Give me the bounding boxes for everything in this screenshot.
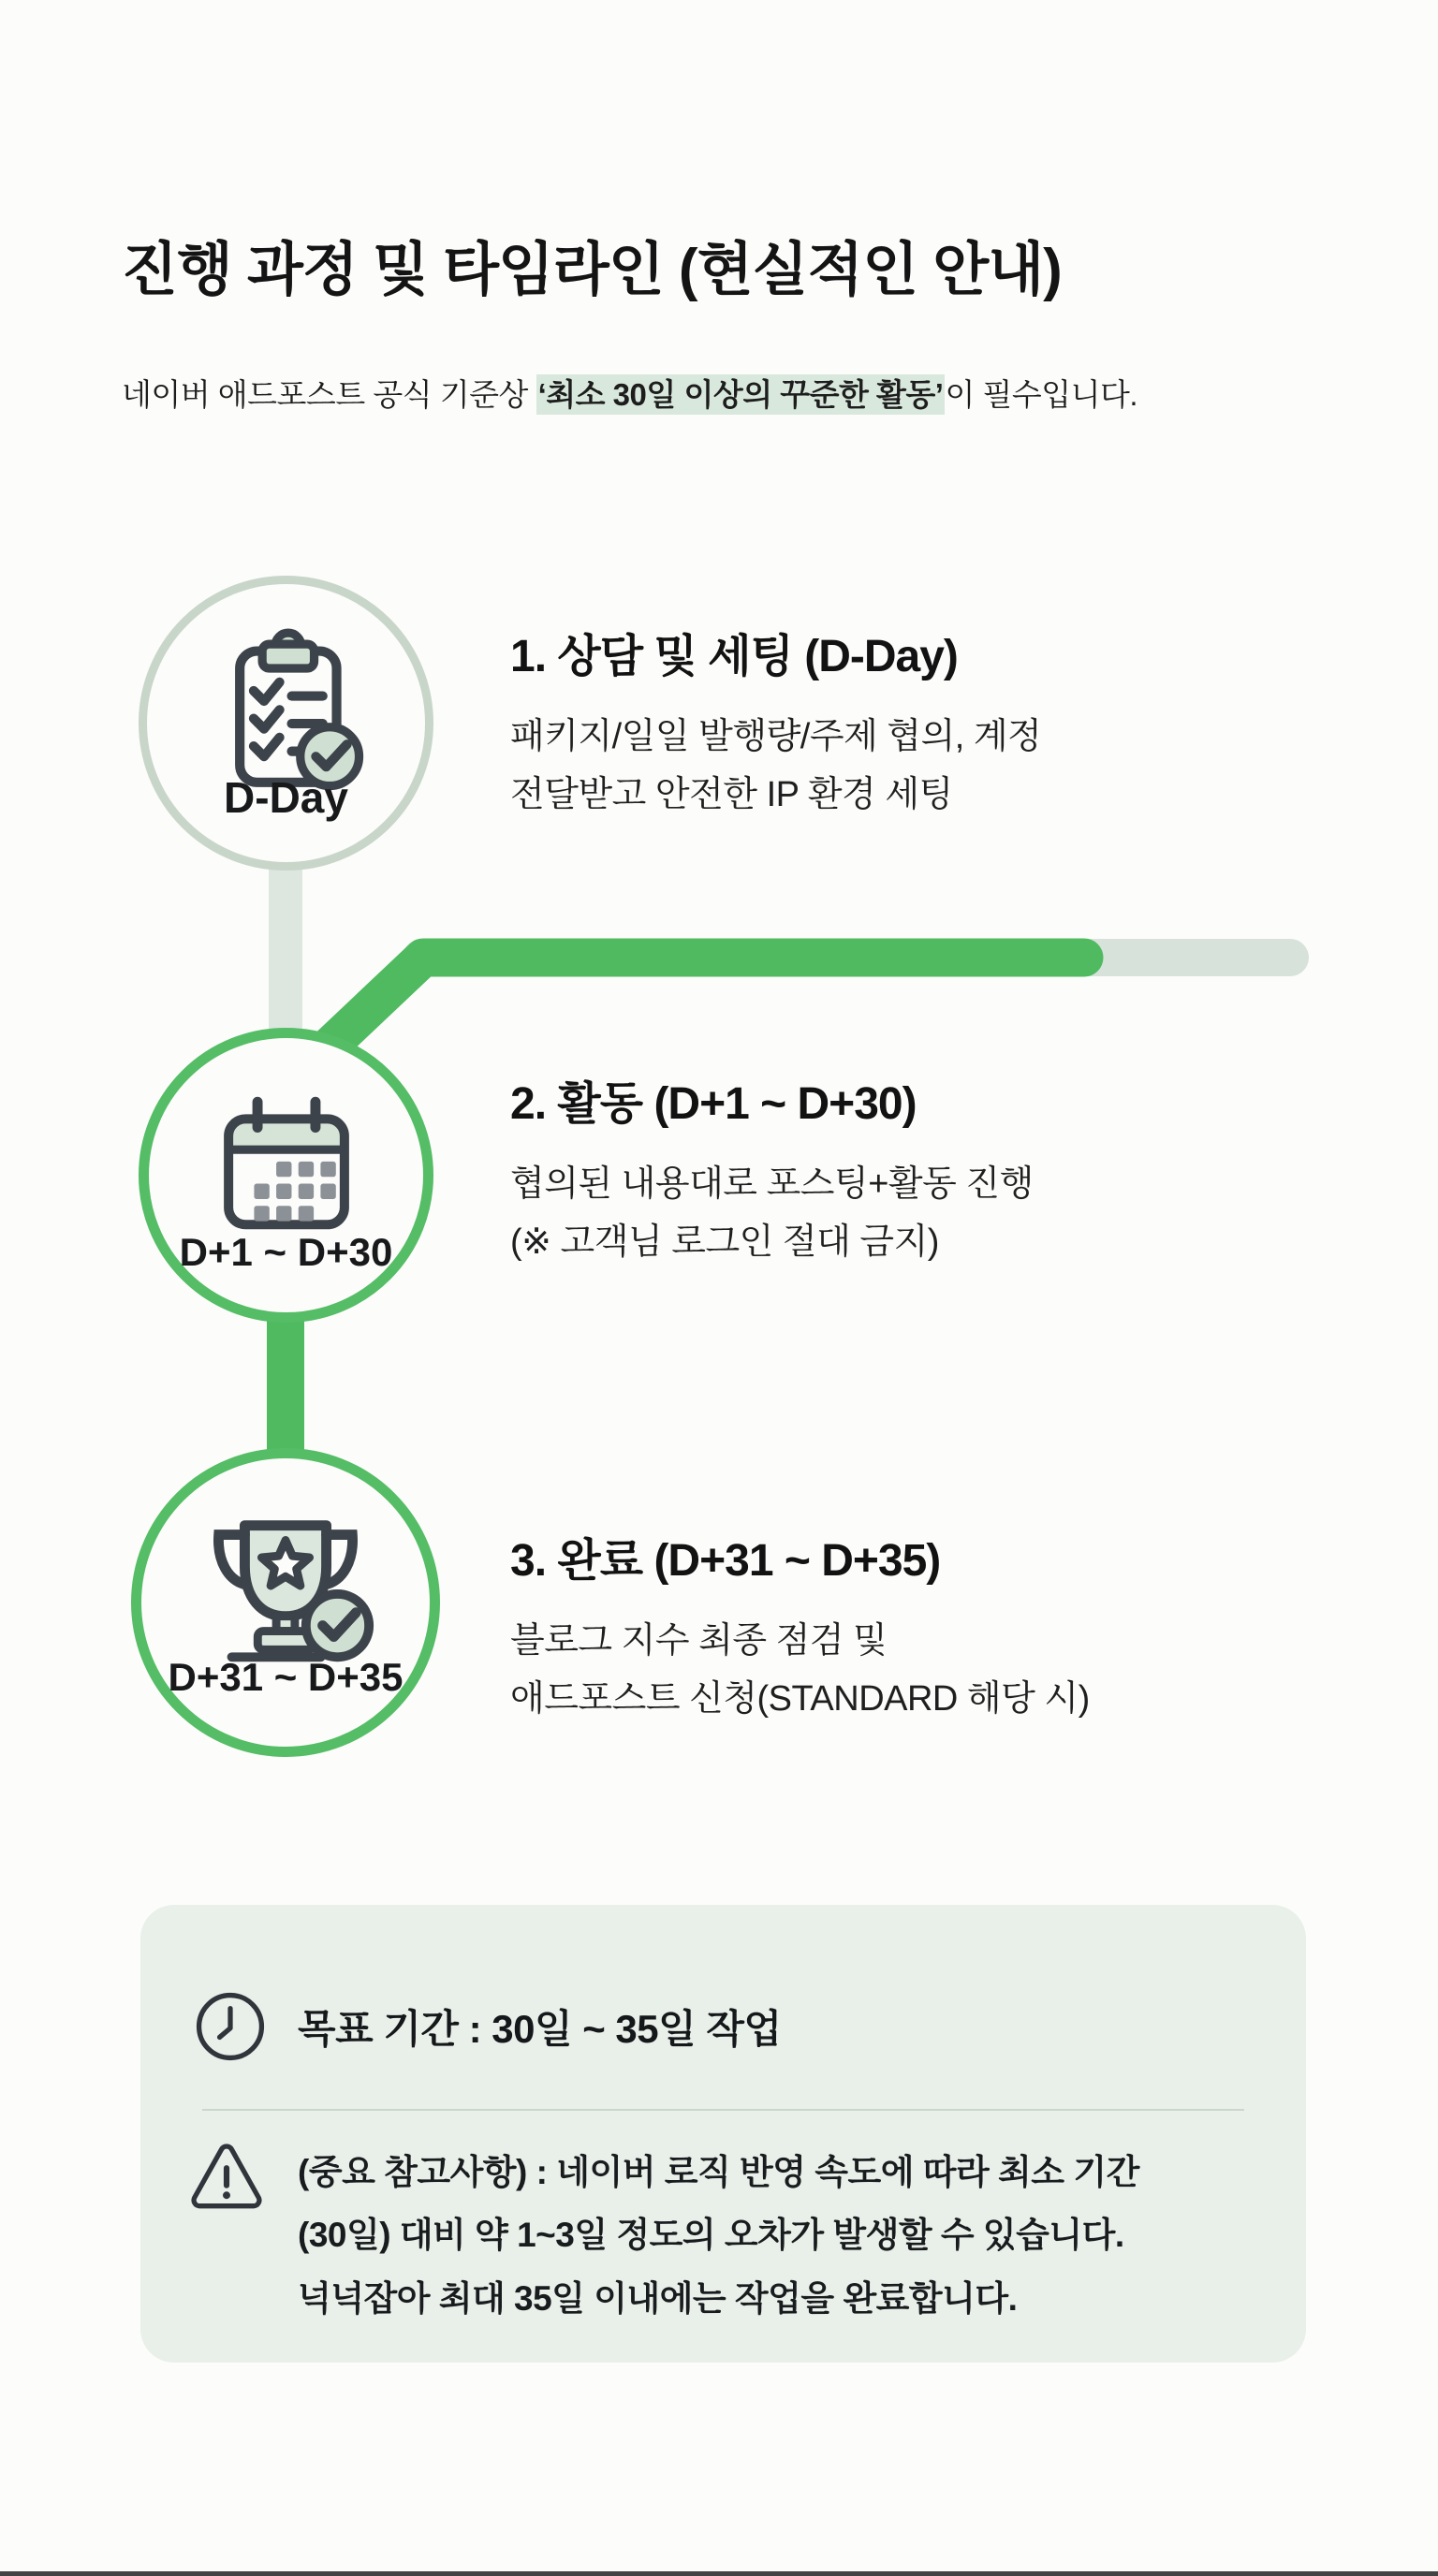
page-title: 진행 과정 및 타임라인 (현실적인 안내) <box>122 238 1062 302</box>
step1-body-line1: 패키지/일일 발행량/주제 협의, 계정 <box>510 717 1042 756</box>
goal-period-text: 목표 기간 : 30일 ~ 35일 작업 <box>298 2007 782 2051</box>
step3-body-line2: 애드포스트 신청(STANDARD 해당 시) <box>510 1678 1090 1719</box>
subtitle-highlight: ‘최소 30일 이상의 꾸준한 활동’ <box>536 374 946 415</box>
step3-text <box>510 1524 1090 1728</box>
step3-body-line1: 블로그 지수 최종 점검 및 <box>510 1621 888 1661</box>
page-bottom-edge <box>0 2571 1438 2576</box>
step1-body <box>510 709 1041 824</box>
step1-heading: 1. 상담 및 세팅 (D-Day) <box>510 632 958 681</box>
step1-text <box>510 620 1041 824</box>
step2-heading: 2. 활동 (D+1 ~ D+30) <box>510 1079 917 1129</box>
step1-badge: D-Day <box>224 773 348 822</box>
step3-body <box>510 1613 1090 1728</box>
summary-box <box>140 1905 1306 2363</box>
step1-circle <box>139 576 433 871</box>
step2-body <box>510 1156 1034 1271</box>
step3-circle <box>131 1448 440 1757</box>
step3-heading: 3. 완료 (D+31 ~ D+35) <box>510 1536 941 1586</box>
subtitle-suffix: 이 필수입니다. <box>945 377 1138 412</box>
step3-badge: D+31 ~ D+35 <box>168 1655 404 1699</box>
step2-circle <box>139 1028 433 1323</box>
summary-divider <box>202 2109 1244 2111</box>
clock-icon <box>189 1985 271 2068</box>
step2-badge: D+1 ~ D+30 <box>179 1230 393 1274</box>
warning-triangle-icon <box>183 2135 270 2217</box>
step2-body-line2: (※ 고객님 로그인 절대 금지) <box>510 1222 939 1262</box>
note-line1: (중요 참고사항) : 네이버 로직 반영 속도에 따라 최소 기간 <box>298 2153 1139 2191</box>
step2-body-line1: 협의된 내용대로 포스팅+활동 진행 <box>510 1164 1034 1204</box>
note-line3: 넉넉잡아 최대 35일 이내에는 작업을 완료합니다. <box>298 2278 1018 2318</box>
step2-text <box>510 1067 1034 1271</box>
page-subtitle <box>122 371 1137 415</box>
note-line2: (30일) 대비 약 1~3일 정도의 오차가 발생할 수 있습니다. <box>298 2216 1124 2255</box>
subtitle-prefix: 네이버 애드포스트 공식 기준상 <box>122 377 536 412</box>
important-note <box>298 2141 1139 2330</box>
step1-body-line2: 전달받고 안전한 IP 환경 세팅 <box>510 774 953 814</box>
